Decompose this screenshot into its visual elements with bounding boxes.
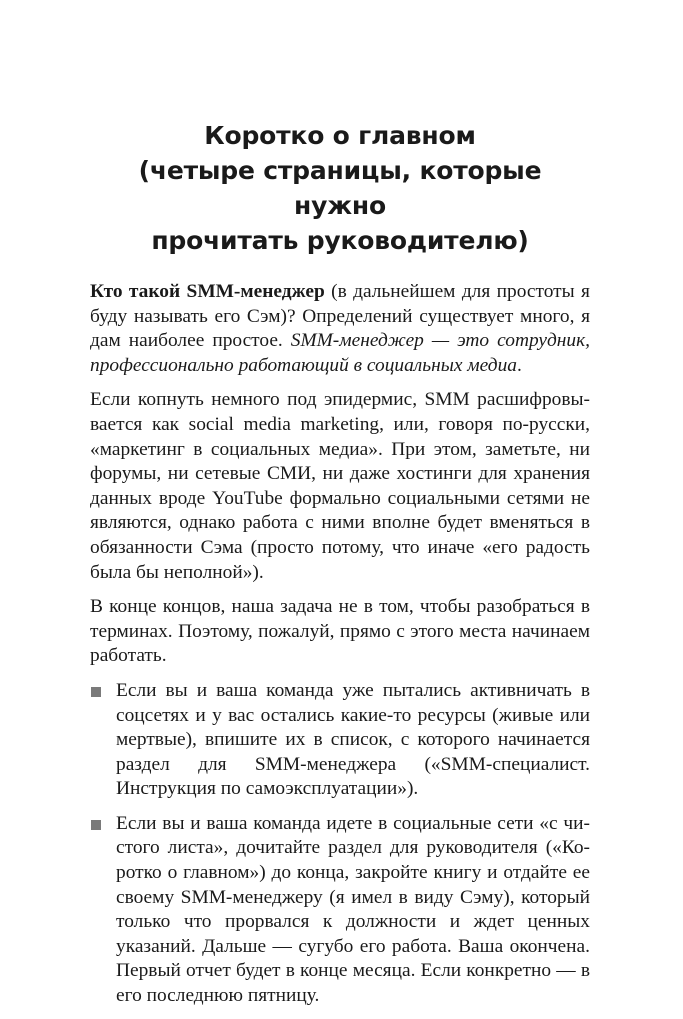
list-item-text: Если вы и ваша команда идете в социальные сети «с чистого листа», дочитайте раздел для руководителя («Коротко о главном») до конца, закройте книгу и отдайте ее своему SMM-менеджеру (я имел в виду Сэму), который только что прорвался к должности и ждет ценных указаний. Дальше — сугубо его работа. Ваша окончена. Первый отчет будет в конце месяца. Если конкретно — в его последнюю пятницу. — [116, 812, 590, 1007]
list-item — [90, 679, 590, 802]
list-item — [90, 812, 590, 1009]
paragraph-definition-end: . — [516, 354, 522, 376]
page-content — [90, 118, 590, 1019]
bullet-list — [90, 679, 590, 1009]
heading-line-3: прочитать руководителю) — [151, 226, 529, 255]
bold-lead-term: Кто такой SMM-менеджер — [90, 281, 325, 302]
square-bullet-icon — [91, 820, 101, 830]
italic-definition: SMM-менеджер — это сотрудник, профессионально работающий в социальных медиа — [90, 330, 590, 376]
heading-line-1: Коротко о главном — [204, 121, 476, 150]
paragraph-start-work: В конце концов, наша задача не в том, чтобы разобраться в терминах. Поэтому, пожалуй, прямо с этого места начинаем работать. — [90, 596, 590, 667]
heading-line-2: (четыре страницы, которые нужно — [138, 156, 542, 220]
section-heading — [90, 118, 590, 258]
square-bullet-icon — [91, 687, 101, 697]
paragraph-smm-explained: Если копнуть немного под эпидермис, SMM расшифровывается как social media marketing, или, говоря по-русски, «маркетинг в социальных медиа». При этом, заметьте, ни форумы, ни сетевые СМИ, ни даже хостинги для хранения данных вроде YouTube формально социальными сетями не являются, однако работа с ними вполне будет вменяться в обязанности Сэма (просто потому, что иначе «его радость была бы неполной»). — [90, 389, 590, 583]
paragraph-definition-text: (в дальнейшем для простоты я буду называть его Сэм)? Определений существует много, я дам наиболее простое. — [90, 281, 590, 352]
paragraph-definition — [90, 280, 590, 378]
list-item-text: Если вы и ваша команда уже пытались активничать в соцсетях и у вас остались какие-то ресурсы (живые или мертвые), впишите их в список, с которого начинается раздел для SMM-менеджера («SMM-специалист. Инструкция по самоэксплуатации»). — [116, 679, 590, 800]
